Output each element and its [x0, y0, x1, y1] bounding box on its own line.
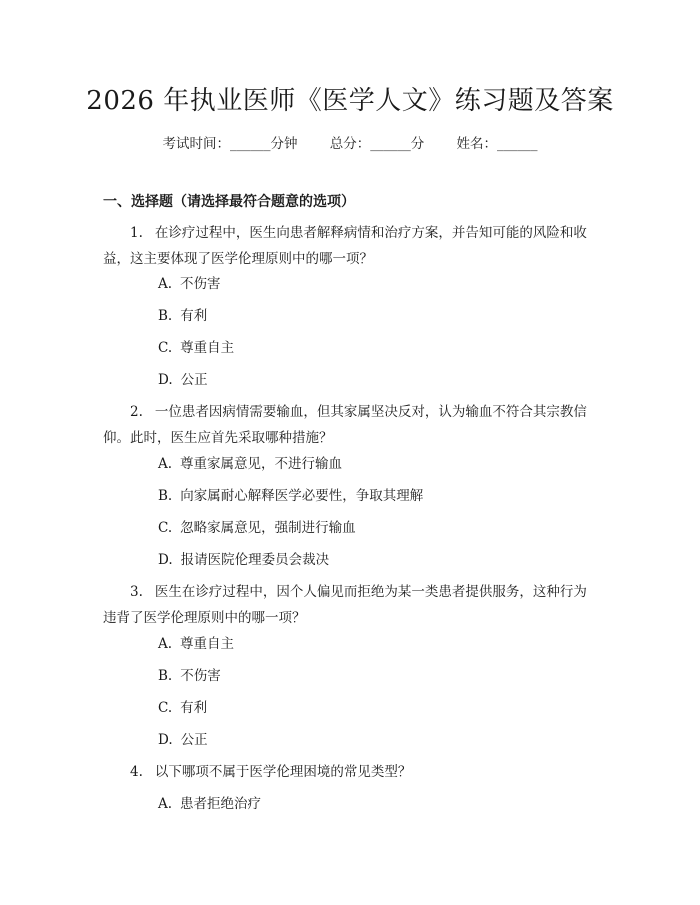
option-letter: D.: [158, 732, 173, 748]
exam-time-field: 考试时间：______分钟: [162, 136, 298, 152]
question-3-option-a: [158, 634, 234, 654]
question-2-option-a: [158, 454, 342, 474]
option-letter: A.: [158, 276, 173, 292]
question-3-option-b: [158, 666, 221, 686]
question-4: [103, 759, 600, 785]
question-number: 4.: [130, 764, 143, 780]
question-3-option-d: [158, 730, 208, 750]
question-1-option-c: [158, 338, 234, 358]
option-text: 患者拒绝治疗: [180, 796, 262, 812]
exam-meta: [0, 132, 700, 152]
option-letter: B.: [158, 308, 173, 324]
question-3: [103, 579, 600, 631]
option-text: 不伤害: [180, 668, 221, 684]
section-heading: 一、选择题（请选择最符合题意的选项）: [103, 194, 355, 210]
question-2-option-c: [158, 518, 356, 538]
option-text: 有利: [180, 308, 208, 324]
question-1-option-d: [158, 370, 208, 390]
option-letter: B.: [158, 488, 173, 504]
total-score-field: 总分：______分: [329, 136, 425, 152]
option-text: 不伤害: [180, 276, 221, 292]
question-2-option-d: [158, 550, 329, 570]
question-3-option-c: [158, 698, 207, 718]
question-1: [103, 220, 600, 272]
option-text: 公正: [180, 372, 208, 388]
question-number: 3.: [130, 584, 143, 600]
question-number: 1.: [130, 225, 143, 241]
question-text: 医生在诊疗过程中，因个人偏见而拒绝为某一类患者提供服务，这种行为违背了医学伦理原则中的哪一项？: [103, 584, 587, 626]
question-text: 一位患者因病情需要输血，但其家属坚决反对，认为输血不符合其宗教信仰。此时，医生应首先采取哪种措施？: [103, 404, 587, 446]
option-letter: A.: [158, 636, 173, 652]
option-text: 报请医院伦理委员会裁决: [180, 552, 330, 568]
option-letter: D.: [158, 552, 173, 568]
page-title: 2026 年执业医师《医学人文》练习题及答案: [86, 86, 614, 116]
option-letter: C.: [158, 340, 173, 356]
option-letter: C.: [158, 700, 173, 716]
option-text: 尊重自主: [180, 636, 235, 652]
question-text: 以下哪项不属于医学伦理困境的常见类型？: [154, 764, 412, 780]
option-letter: D.: [158, 372, 173, 388]
option-letter: A.: [158, 456, 173, 472]
option-letter: A.: [158, 796, 173, 812]
question-4-option-a: [158, 794, 261, 814]
option-text: 公正: [180, 732, 208, 748]
option-text: 向家属耐心解释医学必要性，争取其理解: [180, 488, 424, 504]
question-2-option-b: [158, 486, 423, 506]
option-text: 有利: [180, 700, 208, 716]
question-1-option-a: [158, 274, 221, 294]
question-number: 2.: [130, 404, 143, 420]
option-text: 尊重家属意见，不进行输血: [180, 456, 343, 472]
option-text: 尊重自主: [180, 340, 235, 356]
name-field: 姓名：______: [456, 136, 538, 152]
question-1-option-b: [158, 306, 207, 326]
option-letter: C.: [158, 520, 173, 536]
option-text: 忽略家属意见，强制进行输血: [180, 520, 356, 536]
question-2: [103, 399, 600, 451]
question-text: 在诊疗过程中，医生向患者解释病情和治疗方案，并告知可能的风险和收益，这主要体现了医学伦理原则中的哪一项？: [103, 225, 587, 267]
option-letter: B.: [158, 668, 173, 684]
